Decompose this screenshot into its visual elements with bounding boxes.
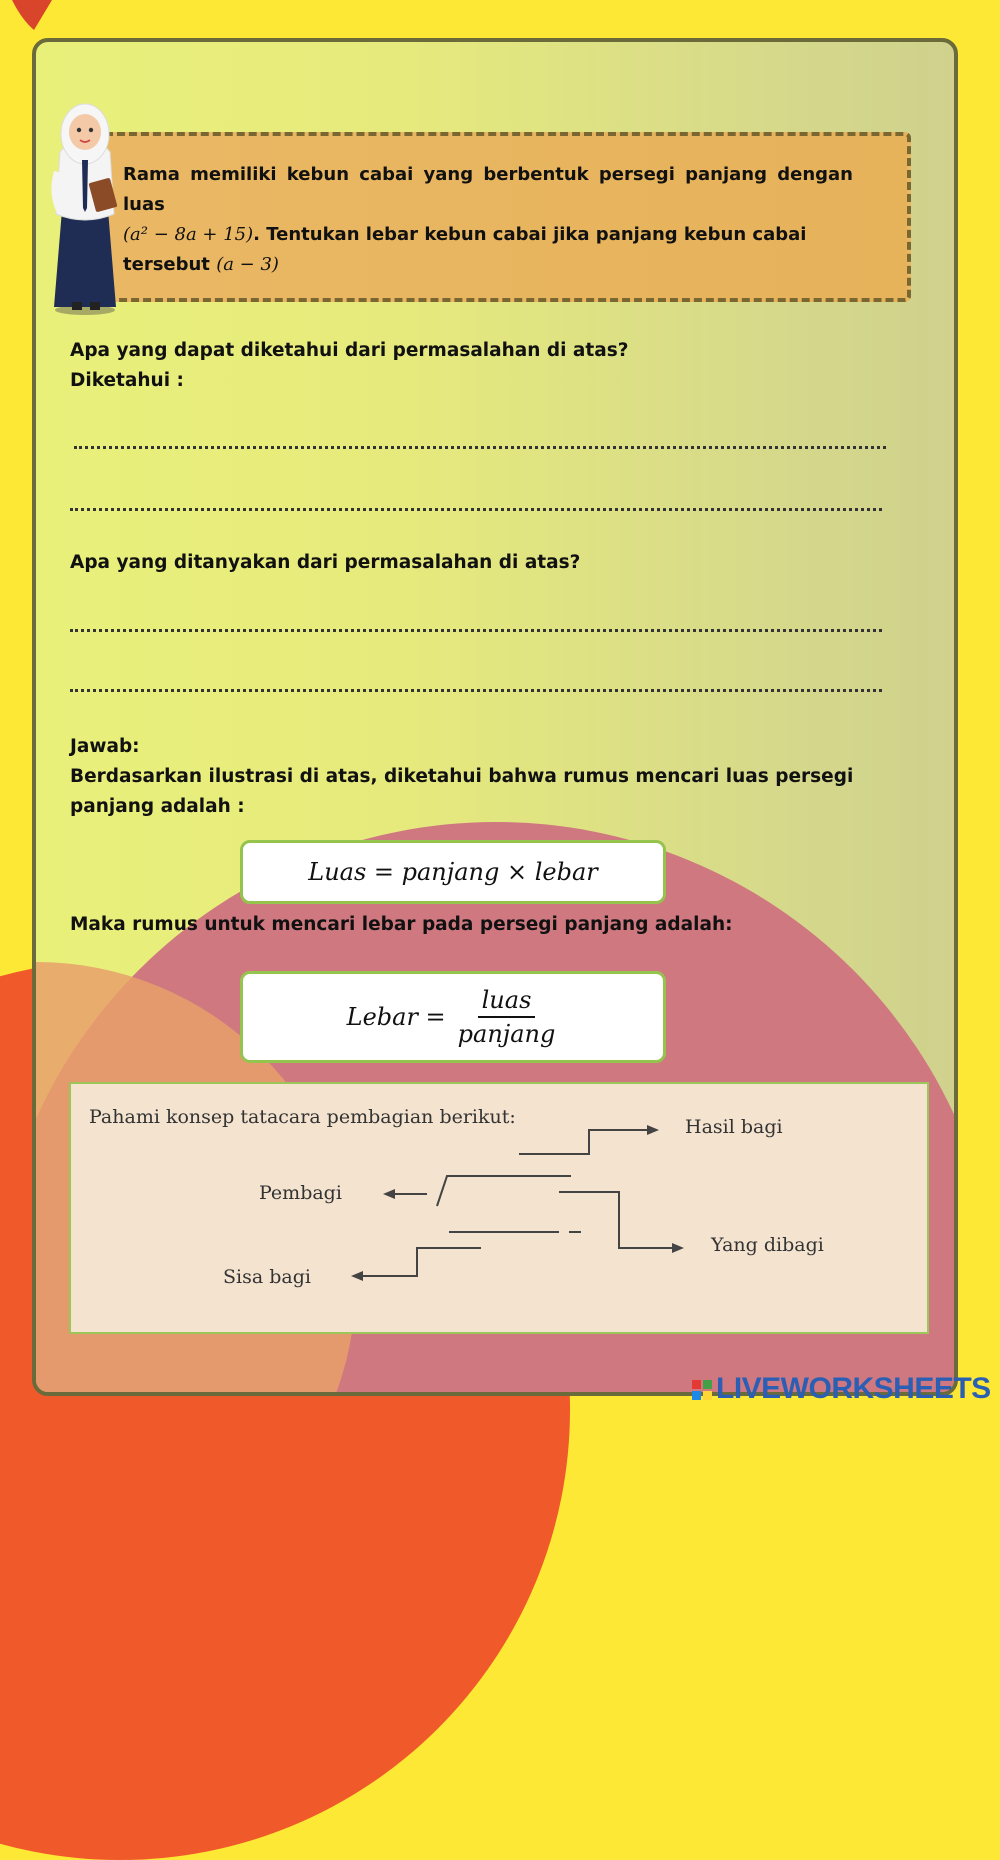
- remainder-line: [361, 1248, 481, 1276]
- fraction-denominator: panjang: [457, 1020, 556, 1048]
- area-expression: (a² − 8a + 15): [123, 224, 254, 245]
- length-expression: (a − 3): [216, 254, 279, 275]
- problem-line3: tersebut: [123, 254, 217, 275]
- quotient-label: Hasil bagi: [685, 1116, 783, 1138]
- area-formula-box: [240, 840, 666, 904]
- known-answer-line-1[interactable]: [74, 444, 886, 449]
- asked-answer-line-2[interactable]: [70, 687, 882, 692]
- dividend-arrowhead: [672, 1243, 684, 1253]
- known-label: Diketahui :: [70, 370, 184, 391]
- division-diagram: [71, 1084, 927, 1332]
- asked-question: Apa yang ditanyakan dari permasalahan di atas?: [70, 552, 581, 573]
- divisor-arrowhead: [383, 1189, 395, 1199]
- asked-answer-line-1[interactable]: [70, 627, 882, 632]
- logo-grid-icon: [692, 1380, 712, 1400]
- answer-label: Jawab:: [70, 736, 140, 757]
- width-fraction: [454, 986, 560, 1048]
- worksheet-card: [32, 38, 958, 1396]
- remainder-arrowhead: [351, 1271, 363, 1281]
- problem-line1: Rama memiliki kebun cabai yang berbentuk persegi panjang dengan luas: [123, 164, 853, 215]
- dividend-label: Yang dibagi: [711, 1234, 824, 1256]
- answer-section: [70, 732, 920, 822]
- dividend-line: [559, 1192, 676, 1248]
- divisor-label: Pembagi: [259, 1182, 342, 1204]
- area-formula: Luas = panjang × lebar: [308, 858, 598, 886]
- concept-title: Pahami konsep tatacara pembagian berikut:: [89, 1106, 516, 1128]
- width-formula-intro: Maka rumus untuk mencari lebar pada persegi panjang adalah:: [70, 914, 733, 935]
- known-answer-line-2[interactable]: [70, 506, 882, 511]
- division-bracket: [437, 1176, 571, 1206]
- width-formula-lhs: Lebar =: [346, 1003, 446, 1031]
- division-concept-box: [69, 1082, 929, 1334]
- logo-text: LIVEWORKSHEETS: [716, 1372, 991, 1405]
- known-question: Apa yang dapat diketahui dari permasalahan di atas?: [70, 340, 629, 361]
- quotient-line: [519, 1130, 651, 1154]
- student-illustration: [44, 102, 126, 318]
- quotient-arrowhead: [647, 1125, 659, 1135]
- liveworksheets-logo[interactable]: [692, 1372, 991, 1406]
- fraction-numerator: luas: [478, 986, 536, 1018]
- remainder-label: Sisa bagi: [223, 1266, 311, 1288]
- answer-text: Berdasarkan ilustrasi di atas, diketahui bahwa rumus mencari luas persegi panjang adalah :: [70, 766, 854, 817]
- problem-line2: . Tentukan lebar kebun cabai jika panjang kebun cabai: [253, 224, 807, 245]
- decorative-corner-icon: [0, 0, 60, 40]
- problem-statement: [123, 160, 853, 280]
- width-formula-box: [240, 971, 666, 1063]
